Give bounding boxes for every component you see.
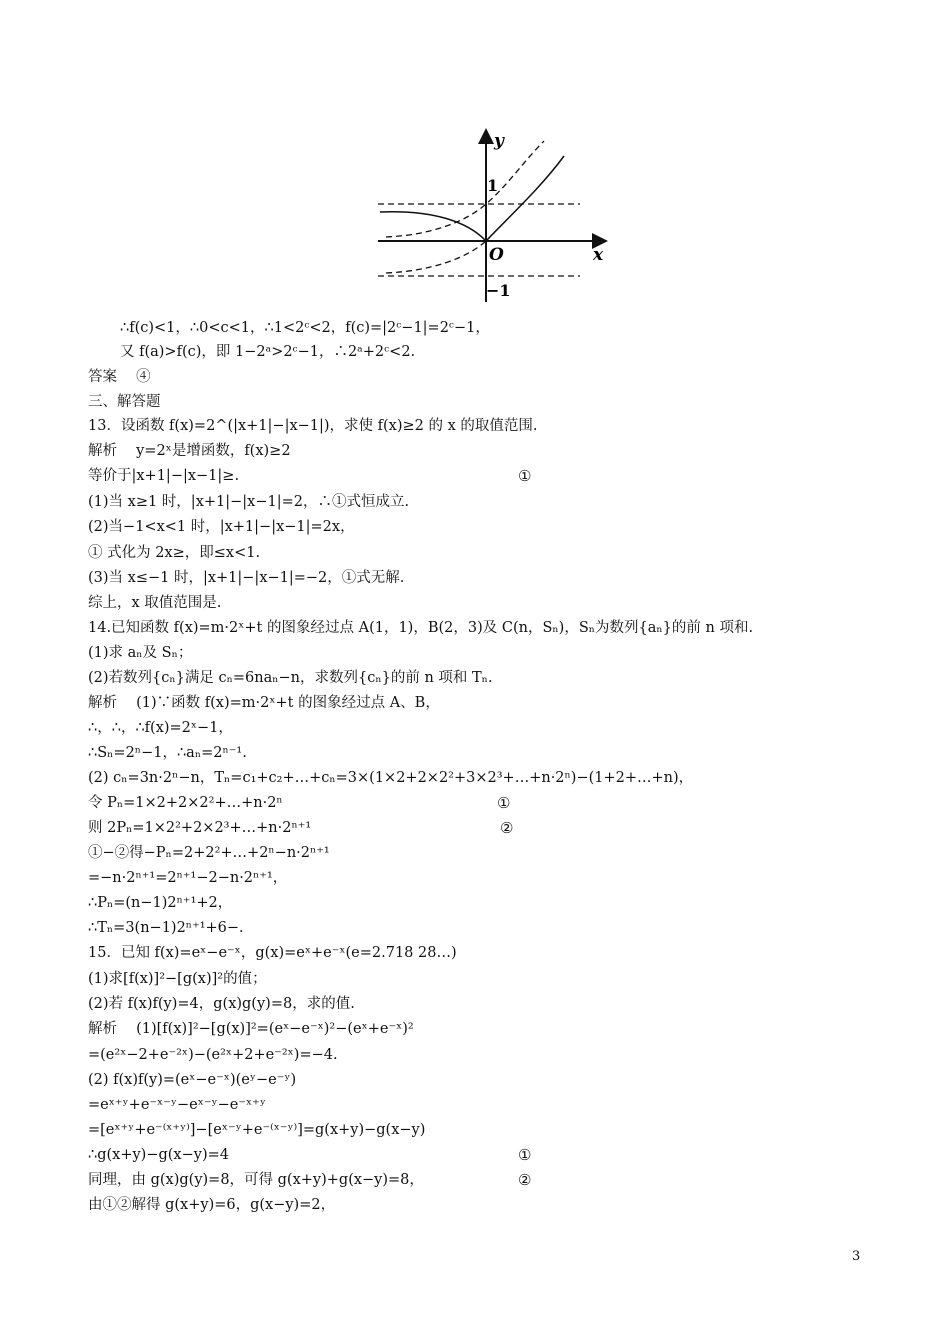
answer-line: 答案 ④: [88, 369, 151, 385]
problem-15-title: 15．已知 f(x)=eˣ−e⁻ˣ，g(x)=eˣ+e⁻ˣ(e=2.718 28…): [88, 945, 457, 961]
text-line: 解析 (1)∵函数 f(x)=m·2ˣ+t 的图象经过点 A、B，: [88, 695, 440, 711]
text-line: (2)若 f(x)f(y)=4，g(x)g(y)=8，求的值.: [88, 996, 355, 1012]
text-line: ∴Tₙ=3(n−1)2ⁿ⁺¹+6−.: [88, 920, 244, 936]
text-line: (2) cₙ=3n·2ⁿ−n，Tₙ=c₁+c₂+…+cₙ=3×(1×2+2×2²+3×2³+…+n·2ⁿ)−(1+2+…+n)，: [88, 770, 694, 786]
text-line: 由①②解得 g(x+y)=6，g(x−y)=2，: [88, 1197, 336, 1213]
text-line: 解析 (1)[f(x)]²−[g(x)]²=(eˣ−e⁻ˣ)²−(eˣ+e⁻ˣ)²: [88, 1021, 414, 1037]
text-line: ∴，∴，∴f(x)=2ˣ−1，: [88, 720, 233, 736]
text-line: 同理，由 g(x)g(y)=8，可得 g(x+y)+g(x−y)=8，: [88, 1172, 424, 1188]
function-graph: [372, 126, 612, 306]
text-line: 等价于|x+1|−|x−1|≥.: [88, 468, 240, 484]
text-line: ∴Sₙ=2ⁿ−1，∴aₙ=2ⁿ⁻¹.: [88, 745, 247, 761]
text-line: (2)当−1<x<1 时，|x+1|−|x−1|=2x，: [88, 519, 355, 535]
text-line: (1)求 aₙ及 Sₙ；: [88, 645, 193, 661]
section-heading: 三、解答题: [88, 394, 161, 410]
text-line: 则 2Pₙ=1×2²+2×2³+…+n·2ⁿ⁺¹: [88, 820, 312, 836]
text-line: =−n·2ⁿ⁺¹=2ⁿ⁺¹−2−n·2ⁿ⁺¹，: [88, 870, 288, 886]
y-axis-label: y: [494, 131, 504, 151]
equation-marker-2: ②: [500, 819, 514, 837]
text-line: =eˣ⁺ʸ+e⁻ˣ⁻ʸ−eˣ⁻ʸ−e⁻ˣ⁺ʸ: [88, 1097, 266, 1113]
solid-curve-right: [486, 156, 564, 241]
text-line: 综上，x 取值范围是.: [88, 595, 222, 611]
x-axis-label: x: [593, 245, 604, 265]
text-line: 解析 y=2ˣ是增函数，f(x)≥2: [88, 443, 291, 459]
text-line: ∴f(c)<1，∴0<c<1，∴1<2ᶜ<2，f(c)=|2ᶜ−1|=2ᶜ−1，: [120, 320, 490, 336]
equation-marker-1: ①: [497, 794, 511, 812]
dashed-curve-exp-shift: [386, 241, 486, 273]
text-line: (1)当 x≥1 时，|x+1|−|x−1|=2，∴①式恒成立.: [88, 494, 410, 510]
tick-label-neg-one: −1: [486, 281, 511, 300]
page-number: 3: [852, 1249, 861, 1264]
text-line: 又 f(a)>f(c)，即 1−2ᵃ>2ᶜ−1，∴2ᵃ+2ᶜ<2.: [120, 344, 416, 360]
text-line: (1)求[f(x)]²−[g(x)]²的值；: [88, 971, 267, 987]
problem-14-title: 14.已知函数 f(x)=m·2ˣ+t 的图象经过点 A(1，1)，B(2，3)及 C(n，Sₙ)，Sₙ为数列{aₙ}的前 n 项和.: [88, 620, 754, 636]
equation-marker-2: ②: [518, 1171, 532, 1189]
equation-marker-1: ①: [518, 1146, 532, 1164]
text-line: (2)若数列{cₙ}满足 cₙ=6naₙ−n，求数列{cₙ}的前 n 项和 Tₙ.: [88, 670, 493, 686]
equation-marker-1: ①: [518, 467, 532, 485]
text-line: ∴Pₙ=(n−1)2ⁿ⁺¹+2，: [88, 895, 233, 911]
tick-label-one: 1: [487, 176, 499, 195]
text-line: =[eˣ⁺ʸ+e⁻⁽ˣ⁺ʸ⁾]−[eˣ⁻ʸ+e⁻⁽ˣ⁻ʸ⁾]=g(x+y)−g(x−y): [88, 1122, 426, 1138]
problem-13-title: 13．设函数 f(x)=2^(|x+1|−|x−1|)，求使 f(x)≥2 的 x 的取值范围.: [88, 418, 538, 434]
text-line: ∴g(x+y)−g(x−y)=4: [88, 1147, 229, 1163]
solid-curve-left: [380, 212, 486, 241]
dashed-curve-exp: [386, 141, 544, 237]
text-line: 令 Pₙ=1×2+2×2²+…+n·2ⁿ: [88, 795, 283, 811]
text-line: =(e²ˣ−2+e⁻²ˣ)−(e²ˣ+2+e⁻²ˣ)=−4.: [88, 1047, 338, 1063]
text-line: (2) f(x)f(y)=(eˣ−e⁻ˣ)(eʸ−e⁻ʸ): [88, 1072, 297, 1088]
origin-label: O: [489, 245, 504, 265]
text-line: ① 式化为 2x≥，即≤x<1.: [88, 545, 261, 561]
text-line: (3)当 x≤−1 时，|x+1|−|x−1|=−2，①式无解.: [88, 570, 405, 586]
text-line: ①−②得−Pₙ=2+2²+…+2ⁿ−n·2ⁿ⁺¹: [88, 845, 330, 861]
